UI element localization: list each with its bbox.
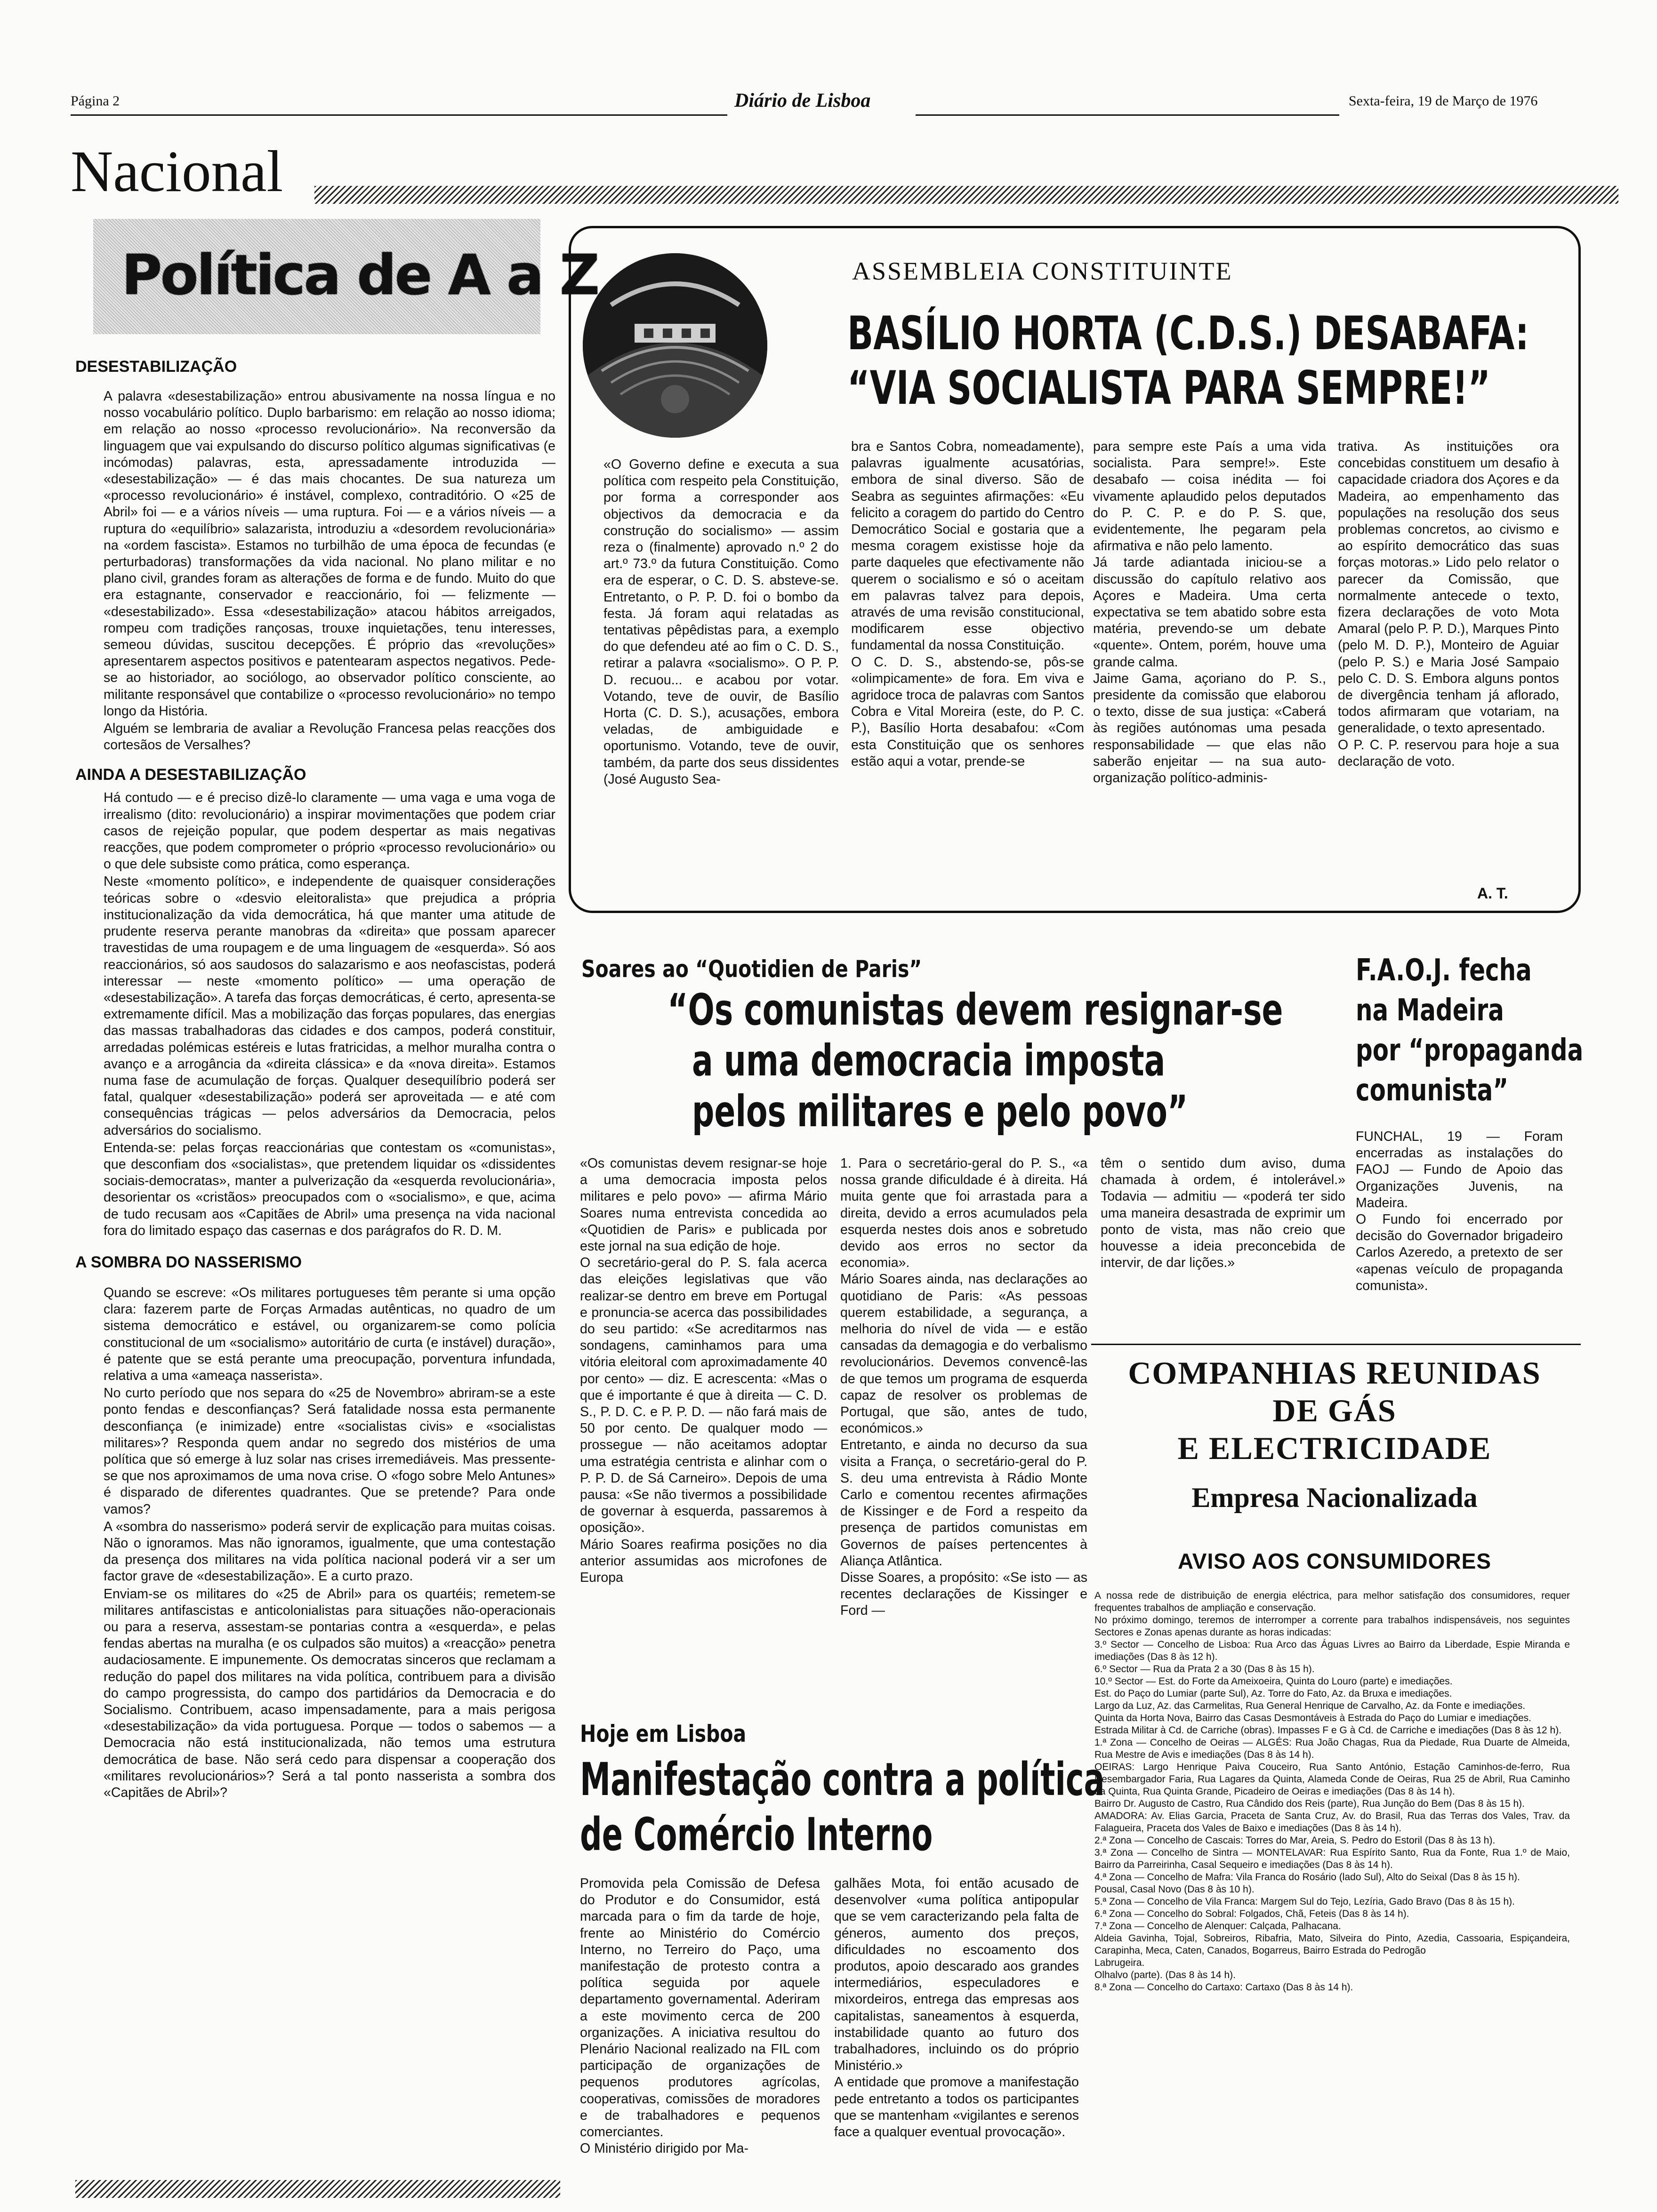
masthead-rule-left — [71, 114, 727, 116]
notice-line: 3.ª Zona — Concelho de Sintra — MONTELAVAR: Rua Espírito Santo, Rua da Fonte, Rua 1.º de Maio, Bairro da Parreirinha, Casal Sequeiro e imediações (Das 8 às 14 h). — [1094, 1847, 1570, 1870]
faoj-headline-4-wrap — [1356, 1073, 1552, 1108]
faoj-headline-2: na Madeira — [1356, 993, 1504, 1028]
notice-line: AMADORA: Av. Elias Garcia, Praceta de Santa Cruz, Av. do Brasil, Rua das Terras dos Vales, Trav. da Falagueira, Praceta dos Vales de Baixo e imediações (Das 8 às 14 h). — [1094, 1811, 1570, 1834]
assembleia-col-4: trativa. As instituições ora concebidas constituem um desafio à capacidade criadora dos Açores e da Madeira, ao empenhamento das populações na resolução dos seus problemas concretos, ao civismo e ao espírito democrático das suas forças motoras.» Lido pelo relator o parecer da Comissão, que normalmente antecede o texto, fizera declarações de voto Mota Amaral (pelo P. P. D.), Marques Pinto (pelo M. D. P.), Monteiro de Aguiar (pelo P. S.) e Maria José Sampaio pelo C. D. S. Embora alguns pontos de divergência tenham já aflorado, todos afirmaram que votariam, na generalidade, o texto apresentado. O P. C. P. reservou para hoje a sua declaração de voto. — [1338, 439, 1559, 769]
notice-line: No próximo domingo, teremos de interromper a corrente para trabalhos indispensáveis, nos seguintes Sectores e Zonas apenas durante as horas indicadas: — [1094, 1615, 1570, 1638]
assembleia-col-3: para sempre este País a uma vida socialista. Para sempre!». Este desabafo — coisa inédita — foi vivamente aplaudido pelos deputados do P. C. P. e do P. S. que, evidentemente, lhe pegaram pela afirmativa e não pelo lamento. Já tarde adiantada iniciou-se a discussão do capítulo relativo aos Açores e Madeira. Uma certa expectativa se tem abatido sobre esta matéria, prevendo-se um debate «quente». Ontem, porém, houve uma grande calma. Jaime Gama, açoriano do P. S., presidente da comissão que elaborou o texto, disse de sua justiça: «Caberá às regiões autónomas uma pesada responsabilidade — que elas não saberão enjeitar — na sua auto-organização político-adminis- — [1093, 439, 1326, 786]
notice-line: Largo da Luz, Az. das Carmelitas, Rua General Henrique de Carvalho, Az. da Fonte e imediações. — [1094, 1700, 1526, 1711]
notice-line: Pousal, Casal Novo (Das 8 às 10 h). — [1094, 1884, 1255, 1895]
faoj-body: FUNCHAL, 19 — Foram encerradas as instalações do FAOJ — Fundo de Apoio das Organizações Juvenis, na Madeira. O Fundo foi encerrado por decisão do Governador brigadeiro Carlos Azeredo, a pretexto de ser «apenas veículo de propaganda comunista». — [1356, 1129, 1563, 1293]
notice-line: 4.ª Zona — Concelho de Mafra: Vila Franca do Rosário (lado Sul), Alto do Seixal (Das 8 às 15 h). — [1094, 1872, 1520, 1883]
notice-title: AVISO AOS CONSUMIDORES — [1177, 1549, 1492, 1573]
soares-col-2: 1. Para o secretário-geral do P. S., «a nossa grande dificuldade é à direita. Há muita gente que foi arrastada para a direita, devido a erros acumulados pela esquerda nestes dois anos e sobretudo devido aos erros no sector da economia». Mário Soares ainda, nas declarações ao quotidiano de Paris: «As pessoas querem estabilidade, a segurança, a melhoria do nível de vida — e estão cansadas da demagogia e do verbalismo revolucionários. Devemos convencê-las de que temos um programa de esquerda capaz de resolver os problemas de Portugal, que são, antes de tudo, económicos.» Entretanto, e ainda no decurso da sua visita a França, o secretário-geral do P. S. deu uma entrevista à Rádio Monte Carlo e comentou recentes afirmações de Kissinger e de Ford a respeito da presença de partidos comunistas em Governos de países pertencentes à Aliança Atlântica. Disse Soares, a propósito: «Se isto — as recentes declarações de Kissinger e Ford — — [840, 1156, 1087, 1619]
notice-line: Est. do Paço do Lumiar (parte Sul), Az. Torre do Fato, Az. da Bruxa e imediações. — [1094, 1688, 1452, 1699]
hoje-headline-2: de Comércio Interno — [580, 1808, 933, 1861]
paragraph: No curto período que nos separa do «25 de Novembro» abriram-se a este ponto fendas e desconfianças? Será fatalidade nossa esta permanente desconfiança (e inimizade) entre «socialistas civis» e «socialistas militares»? Responda quem andar no segredo dos mistérios de uma política que só emerge à luz solar nas crises irremediáveis. Mas pressente-se que nos aproximamos de uma nova crise. O «fogo sobre Melo Antunes» é disparado de diferentes quadrantes. Que se pretende? Para onde vamos? — [104, 1386, 555, 1517]
soares-kicker: Soares ao “Quotidien de Paris” — [581, 955, 922, 983]
issue-date: Sexta-feira, 19 de Março de 1976 — [1349, 93, 1538, 109]
paragraph: Alguém se lembraria de avaliar a Revolução Francesa pelas reacções dos cortesãos de Versalhes? — [104, 721, 555, 753]
hoje-headline-2-wrap — [580, 1808, 1099, 1861]
notice-line: 1.ª Zona — Concelho de Oeiras — ALGÉS: Rua João Chagas, Rua da Piedade, Rua Duarte de Almeida, Rua Mestre de Avis e imediações (Das 8 às 14 h). — [1094, 1737, 1570, 1760]
notice-line: Labrugeira. — [1094, 1957, 1145, 1968]
notice-line: Olhalvo (parte). (Das 8 às 14 h). — [1094, 1970, 1236, 1980]
notice-company-line1: COMPANHIAS REUNIDAS — [1128, 1355, 1541, 1391]
soares-headline-2-wrap — [692, 1035, 1349, 1086]
notice-line: OEIRAS: Largo Henrique Paiva Couceiro, Rua Santo António, Estação Caminhos-de-ferro, Rua Desembargador Faria, Rua Lagares da Quinta, Alameda Conde de Oeiras, Rua 25 de Abril, Rua Caminho da Quinta, Rua Quinta Grande, Picadeiro de Oeiras e imediações (Das 8 às 14 h). — [1094, 1762, 1570, 1797]
notice-line: 6.ª Zona — Concelho do Sobral: Folgados, Chã, Feteis (Das 8 às 14 h). — [1094, 1908, 1409, 1919]
subheading-desestabilizacao: DESESTABILIZAÇÃO — [75, 358, 237, 376]
section-hatch-rule — [314, 186, 1618, 204]
bottom-hatch-rule — [75, 2180, 560, 2198]
soares-headline-1: “Os comunistas devem resignar-se — [668, 985, 1283, 1035]
notice-line: Aldeia Gavinha, Tojal, Sobreiros, Ribafria, Mato, Silveira do Pinto, Azedia, Cassoaria, Espiçandeira, Carapinha, Meca, Caten, Canados, Bogarreus, Bairro Estrada do Pedrogão — [1094, 1933, 1570, 1956]
notice-top-rule — [1091, 1344, 1581, 1345]
subheading-ainda-desestabilizacao: AINDA A DESESTABILIZAÇÃO — [75, 766, 306, 784]
notice-company-line3: E ELECTRICIDADE — [1177, 1430, 1492, 1466]
notice-line: 6.º Sector — Rua da Prata 2 a 30 (Das 8 às 15 h). — [1094, 1664, 1315, 1675]
notice-line: Estrada Militar à Cd. de Carriche (obras). Impasses F e G à Cd. de Carriche e imediações (Das 8 às 12 h). — [1094, 1725, 1562, 1736]
politica-column — [75, 358, 555, 1802]
paragraph: Enviam-se os militares do «25 de Abril» para os quartéis; remetem-se militares antifascistas e anticolonialistas para situações não-operacionais ou para a reserva, assestam-se pontarias contra a «esquerda», e pelas fendas abertas na muralha (e os culpados são muitos) a «reacção» penetra audaciosamente. E impunemente. Os democratas sinceros que reclamam a redução do papel dos militares na vida política, contribuem para a divisão do campo progressista, do campo dos partidários da Democracia e do Socialismo. Contribuem, acaso impensadamente, para a mais perigosa «desestabilização» da vida portuguesa. Porque — todos o sabemos — a Democracia não está institucionalizada, não temos uma estrutura democrática de base. Não será cedo para dispensar a cooperação dos «militares revolucionários»? Será a tal ponto nasserista a sombra dos «Capitães de Abril»? — [104, 1586, 555, 1801]
assembleia-kicker: ASSEMBLEIA CONSTITUINTE — [852, 257, 1233, 285]
notice-line: 8.ª Zona — Concelho do Cartaxo: Cartaxo (Das 8 às 14 h). — [1094, 1982, 1353, 1993]
soares-headline-3: pelos militares e pelo povo” — [692, 1086, 1188, 1137]
notice-line: 5.ª Zona — Concelho de Vila Franca: Margem Sul do Tejo, Lezíria, Gado Bravo (Das 8 às 15 h). — [1094, 1896, 1515, 1907]
paragraph: Quando se escreve: «Os militares portugueses têm perante si uma opção clara: fazerem parte de Forças Armadas autênticas, no quadro de um sistema democrático e estável, ou organizarem-se como polícia constitucional de um «socialismo» autoritário de curta (e instável) duração», é patente que se está perante uma preocupação, porventura infundada, relativa a uma «ameaça nasserista». — [104, 1285, 555, 1383]
assembleia-col-2: bra e Santos Cobra, nomeadamente), palavras igualmente acusatórias, embora de sinal diverso. São de Seabra as seguintes afirmações: «Eu felicito a coragem do partido do Centro Democrático Social e gostaria que a mesma coragem existisse hoje da parte daqueles que efectivamente não querem o socialismo e só o aceitam em palavras talvez para depois, através de uma revisão constitucional, modificarem esse objectivo fundamental da nossa Constituição. O C. D. S., abstendo-se, pôs-se «olimpicamente» de fora. Em viva e agridoce troca de palavras com Santos Cobra e Vital Moreira (este, do P. C. P.), Basílio Horta desabafou: «Com esta Constituição que os senhores estão aqui a votar, prende-se — [851, 439, 1084, 769]
page-label: Página 2 — [71, 93, 120, 109]
paper-name: Diário de Lisboa — [734, 90, 871, 112]
column-kicker-title: Política de A a Z — [121, 242, 598, 307]
notice-subtitle: Empresa Nacionalizada — [1191, 1482, 1478, 1513]
notice-line: Quinta da Horta Nova, Bairro das Casas Desmontáveis à Estrada do Paço do Lumiar e imediações. — [1094, 1713, 1531, 1723]
assembleia-headline-line2-wrap — [847, 361, 1657, 415]
assembly-hall-photo — [583, 253, 767, 438]
assembleia-headline-line2: “VIA SOCIALISTA PARA SEMPRE!” — [847, 361, 1491, 415]
hoje-kicker-wrap — [580, 1720, 783, 1747]
soares-kicker-wrap — [581, 955, 997, 983]
notice-line: 2.ª Zona — Concelho de Cascais: Torres do Mar, Areia, S. Pedro do Estoril (Das 8 às 13 h). — [1094, 1835, 1496, 1846]
assembleia-headline-line1: BASÍLIO HORTA (C.D.S.) DESABAFA: — [847, 307, 1529, 361]
paragraph: Neste «momento político», e independente de quaisquer considerações teóricas sobre o «desvio eleitoralista» que prejudica a própria institucionalização da vida democrática, há que manter uma atitude de prudente reserva perante manobras da «direita» que possam aparecer travestidas de uma roupagem e de uma linguagem de «esquerda». Só aos reaccionários, só aos saudosos do salazarismo e aos neofascistas, poderá interessar — neste «momento político» — uma operação de «desestabilização». A tarefa das forças democráticas, é certo, apresenta-se extremamente difícil. Mas a mobilização das forças populares, das energias das massas trabalhadoras das cidades e dos campos, poderá constituir, arredadas polémicas estéreis e lutas fratricidas, a melhor muralha contra o avanço e a arrogância da «direita clássica» e da «nova direita». Estamos numa fase de acumulação de forças. Qualquer desequilíbrio poderá ser fatal, qualquer «desestabilização» poderá ser aproveitada — e até com consequências trágicas — pelos adversários da Democracia, pelos adversários do socialismo. — [104, 874, 555, 1138]
soares-col-1: «Os comunistas devem resignar-se hoje a uma democracia imposta pelos militares e pelo povo» — afirma Mário Soares numa entrevista concedida ao «Quotidien de Paris» e publicada por este jornal na sua edição de hoje. O secretário-geral do P. S. fala acerca das eleições legislativas que vão realizar-se dentro em breve em Portugal e pronuncia-se acerca das possibilidades do seu partido: «Se acreditarmos nas sondagens, caminhamos para uma vitória eleitoral com aproximadamente 40 por cento» — diz. E acrescenta: «Mas o que é importante é que à direita — C. D. S., P. D. C. e P. P. D. — não fará mais de 50 por cento. De qualquer modo — prossegue — não aceitamos adoptar uma estratégia centrista e alinhar com o P. P. D. de Sá Carneiro». Depois de uma pausa: «Se não tivermos a possibilidade de governar à esquerda, passaremos à oposição». Mário Soares reafirma posições no dia anterior assumidas aos microfones de Europa — [580, 1156, 827, 1586]
faoj-headline-1: F.A.O.J. fecha — [1356, 953, 1532, 988]
paragraph: Entenda-se: pelas forças reaccionárias que contestam os «comunistas», que desconfiam dos «socialistas», que pretendem liquidar os «dissidentes sociais-democratas», manter a pulverização da «esquerda revolucionária», desorientar os «cristãos» preocupados com o «socialismo», e que, acima de tudo recusam aos «Capitães de Abril» uma presença na vida nacional fora do limitado espaço das casernas e dos parágrafos do R. D. M. — [104, 1140, 555, 1238]
paragraph: A «sombra do nasserismo» poderá servir de explicação para muitas coisas. Não o ignoramos. Mas não ignoramos, igualmente, que uma contestação da presença dos militares na vida política nacional poderá vir a ser um factor grave de «desestabilização». E a curto prazo. — [104, 1519, 555, 1584]
notice-line: 7.ª Zona — Concelho de Alenquer: Calçada, Palhacana. — [1094, 1921, 1341, 1931]
assembleia-col-1: «O Governo define e executa a sua política com respeito pela Constituição, por forma a corresponder aos objectivos da democracia e da construção do socialismo» — assim reza o (finalmente) aprovado n.º 2 do art.º 73.º da futura Constituição. Como era de esperar, o C. D. S. absteve-se. Entretanto, o P. P. D. foi o bombo da festa. Já foram aqui relatadas as tentativas pêpêdistas para, a exemplo do que defendeu até ao fim o C. D. S., retirar a palavra «socialismo». O P. P. D. recuou... e acabou por votar. Votando, teve de ouvir, de Basílio Horta (C. D. S.), acusações, embora veladas, de ambiguidade e oportunismo. Votando, teve de ouvir, também, da parte dos seus dissidentes (José Augusto Sea- — [603, 457, 839, 787]
subheading-sombra-nasserismo: A SOMBRA DO NASSERISMO — [75, 1253, 302, 1271]
assembleia-headline-line1-wrap — [847, 307, 1657, 361]
hoje-headline-1: Manifestação contra a política — [580, 1753, 1105, 1806]
notice-line: Bairro Dr. Augusto de Castro, Rua Cândido dos Reis (parte), Rua Junção do Bem (Das 8 às 15 h). — [1094, 1798, 1525, 1809]
soares-headline-2: a uma democracia imposta — [692, 1035, 1166, 1086]
notice-company-line2: DE GÁS — [1272, 1393, 1397, 1428]
soares-headline-3-wrap — [692, 1086, 1381, 1137]
faoj-headline-1-wrap — [1356, 953, 1581, 988]
assembleia-signature: A. T. — [1477, 885, 1508, 902]
notice-line: 3.º Sector — Concelho de Lisboa: Rua Arco das Águas Livres ao Bairro da Liberdade, Espie Miranda e imediações (Das 8 às 12 h). — [1094, 1639, 1570, 1662]
faoj-headline-4: comunista” — [1356, 1073, 1509, 1108]
hoje-headline-1-wrap — [580, 1753, 1351, 1806]
hoje-kicker: Hoje em Lisboa — [580, 1720, 747, 1747]
soares-col-3: têm o sentido dum aviso, duma chamada à ordem, é intolerável.» Todavia — admitiu — «poderá ter sido uma maneira desastrada de exprimir um ponto de vista, mas não creio que houvesse a ideia preconcebida de intervir, de dar lições.» — [1101, 1156, 1345, 1271]
paragraph: Há contudo — e é preciso dizê-lo claramente — uma vaga e uma voga de irrealismo (dito: revolucionário) a inspirar movimentações que podem criar casos de rejeição popular, que podem despertar as mais negativas reacções, que podem comprometer o próprio «processo revolucionário» ou o que dele subsiste como prática, como esperança. — [104, 790, 555, 872]
notice-line: 10.º Sector — Est. do Forte da Ameixoeira, Quinta do Louro (parte) e imediações. — [1094, 1676, 1453, 1687]
paragraph: A palavra «desestabilização» entrou abusivamente na nossa língua e no nosso vocabulário político. Duplo barbarismo: em relação ao nosso idioma; em relação ao nosso «processo revolucionário». Na reconversão da linguagem que vai expulsando do discurso político algumas significativas (e incómodas) palavras, esta, apressadamente introduzida — «desestabilização» — é das mais chocantes. De sua natureza um «processo revolucionário» é instável, complexo, contraditório. O «25 de Abril» foi — e a vários níveis — uma ruptura. Foi — e a vários níveis — a ruptura do «equilíbrio» salazarista, introduziu a «desordem revolucionária» na «ordem fascista». Estamos no turbilhão de uma época de fecundas (e perturbadoras) transformações da vida nacional. No plano militar e no plano civil, grandes foram as alterações de forma e de fundo. Muito do que era estagnante, conservador e reaccionário, foi — felizmente — «desestabilizado». Essa «desestabilização» atacou hábitos arreigados, rompeu com tradições rançosas, trouxe inquietações, tenu interesses, semeou dúvidas, suscitou decepções. É próprio das «revoluções» apresentarem aspectos positivos e patentearam aspectos negativos. Pede-se ao historiador, ao sociólogo, ao observador político consciente, ao militante responsável que contabilize o «processo revolucionário» no tempo longo da História. — [104, 389, 555, 719]
section-title: Nacional — [71, 139, 283, 204]
faoj-headline-2-wrap — [1356, 993, 1546, 1028]
faoj-headline-3: por “propaganda — [1356, 1033, 1584, 1068]
faoj-headline-3-wrap — [1356, 1033, 1648, 1068]
notice-line: A nossa rede de distribuição de energia eléctrica, para melhor satisfação dos consumidores, requer frequentes trabalhos de ampliação e conservação. — [1094, 1590, 1570, 1613]
hoje-col-2: galhães Mota, foi então acusado de desenvolver «uma política antipopular que se vem caracterizando pela falta de géneros, aumento dos preços, dificuldades no escoamento dos produtos, apoio descarado aos grandes intermediários, especuladores e mixordeiros, entrega das empresas aos capitalistas, saneamentos à esquerda, instabilidade quanto ao futuro dos trabalhadores, incluindo os do próprio Ministério.» A entidade que promove a manifestação pede entretanto a todos os participantes que se mantenham «vigilantes e serenos face a qualquer eventual provocação». — [834, 1876, 1079, 2140]
masthead-rule-right — [916, 114, 1339, 116]
hoje-col-1: Promovida pela Comissão de Defesa do Produtor e do Consumidor, está marcada para o fim da tarde de hoje, frente ao Ministério do Comércio Interno, no Terreiro do Paço, uma manifestação de protesto contra a política seguida por aquele departamento governamental. Aderiram a este movimento cerca de 200 organizações. A iniciativa resultou do Plenário Nacional realizado na FIL com participação de organizações de pequenos produtores agrícolas, cooperativas, comissões de moradores e de trabalhadores e pequenos comerciantes. O Ministério dirigido por Ma- — [580, 1876, 820, 2156]
